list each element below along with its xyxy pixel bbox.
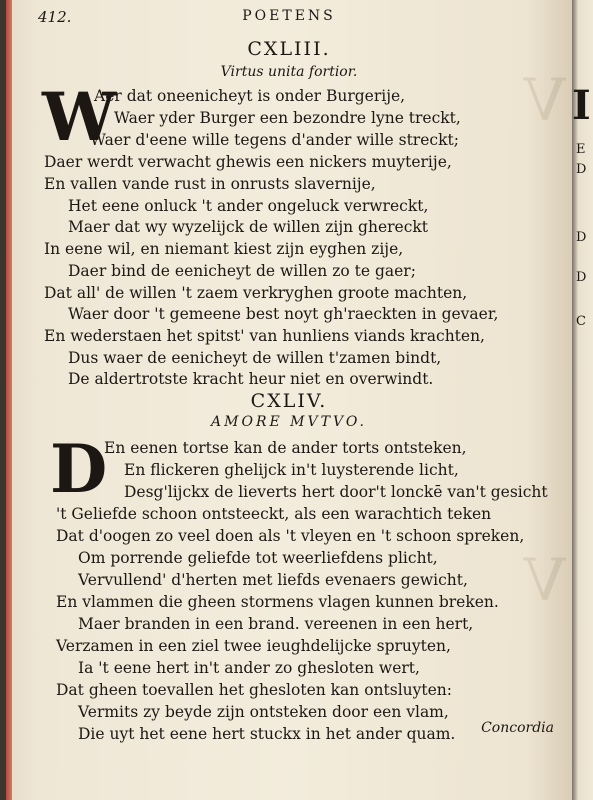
facing-fragment: D (576, 270, 587, 285)
verse-line: Waer door 't gemeene best noyt gh'raeckten in gevaer, (68, 305, 499, 323)
verse-line: De aldertrotste kracht heur niet en overwindt. (68, 370, 434, 388)
verse-line: Dat d'oogen zo veel doen als 't vleyen en 't schoon spreken, (56, 527, 525, 545)
running-head: POETENS (242, 8, 336, 24)
verse-line: Maer dat wy wyzelijck de willen zijn ghereckt (68, 218, 429, 236)
poem-number: CXLIII. (247, 38, 331, 60)
verse-line: En flickeren ghelijck in't luysterende licht, (124, 461, 459, 479)
show-through-text: V V (524, 70, 566, 614)
facing-fragment: I (572, 82, 591, 129)
verse-line: 't Geliefde schoon ontsteeckt, als een warachtich teken (56, 505, 492, 523)
verse-line: Waer d'eene wille tegens d'ander wille streckt; (90, 131, 459, 149)
verse-line: Verzamen in een ziel twee ieughdelijcke spruyten, (56, 637, 451, 655)
page-number: 412. (38, 8, 72, 26)
facing-fragment: D (576, 162, 587, 177)
verse-line: En vlammen die gheen stormens vlagen kunnen breken. (56, 593, 499, 611)
facing-fragment: E (576, 142, 586, 157)
drop-cap: W (42, 78, 117, 156)
verse-line: En eenen tortse kan de ander torts ontsteken, (104, 439, 467, 457)
verse-line: Dat gheen toevallen het ghesloten kan ontsluyten: (56, 681, 452, 699)
verse-line: Aer dat oneenicheyt is onder Burgerije, (94, 87, 406, 105)
verse-line: Dat all' de willen 't zaem verkryghen groote machten, (44, 284, 468, 302)
catchword: Concordia (481, 720, 554, 736)
verse-line: Waer yder Burger een bezondre lyne treckt, (114, 109, 461, 127)
verse-line: Dus waer de eenicheyt de willen t'zamen bindt, (68, 349, 442, 367)
verse-line: Maer branden in een brand. vereenen in een hert, (78, 615, 474, 633)
poem-motto: AMORE MVTVO. (211, 414, 367, 430)
book-page (6, 0, 572, 800)
verse-line: Die uyt het eene hert stuckx in het ander quam. (78, 725, 456, 743)
verse-line: Daer werdt verwacht ghewis een nickers muyterije, (44, 153, 452, 171)
verse-line: En wederstaen het spitst' van hunliens viands krachten, (44, 327, 485, 345)
facing-fragment: D (576, 230, 587, 245)
drop-cap: D (50, 430, 108, 508)
facing-page-edge (572, 0, 593, 800)
verse-line: Desg'lijckx de lieverts hert door't lonckē van't gesicht (124, 483, 548, 501)
facing-fragment: C (576, 314, 586, 329)
poem-number: CXLIV. (250, 390, 328, 412)
poem-motto: Virtus unita fortior. (220, 64, 358, 80)
page-header (6, 8, 572, 30)
verse-line: Vermits zy beyde zijn ontsteken door een vlam, (78, 703, 449, 721)
verse-line: Om porrende geliefde tot weerliefdens plicht, (78, 549, 438, 567)
verse-line: In eene wil, en niemant kiest zijn eyghen zije, (44, 240, 404, 258)
verse-line: Vervullend' d'herten met liefds evenaers gewicht, (78, 571, 468, 589)
verse-line: Het eene onluck 't ander ongeluck verwreckt, (68, 197, 429, 215)
verse-line: Ia 't eene hert in't ander zo ghesloten wert, (78, 659, 420, 677)
verse-line: Daer bind de eenicheyt de willen zo te gaer; (68, 262, 416, 280)
verse-line: En vallen vande rust in onrusts slavernije, (44, 175, 376, 193)
